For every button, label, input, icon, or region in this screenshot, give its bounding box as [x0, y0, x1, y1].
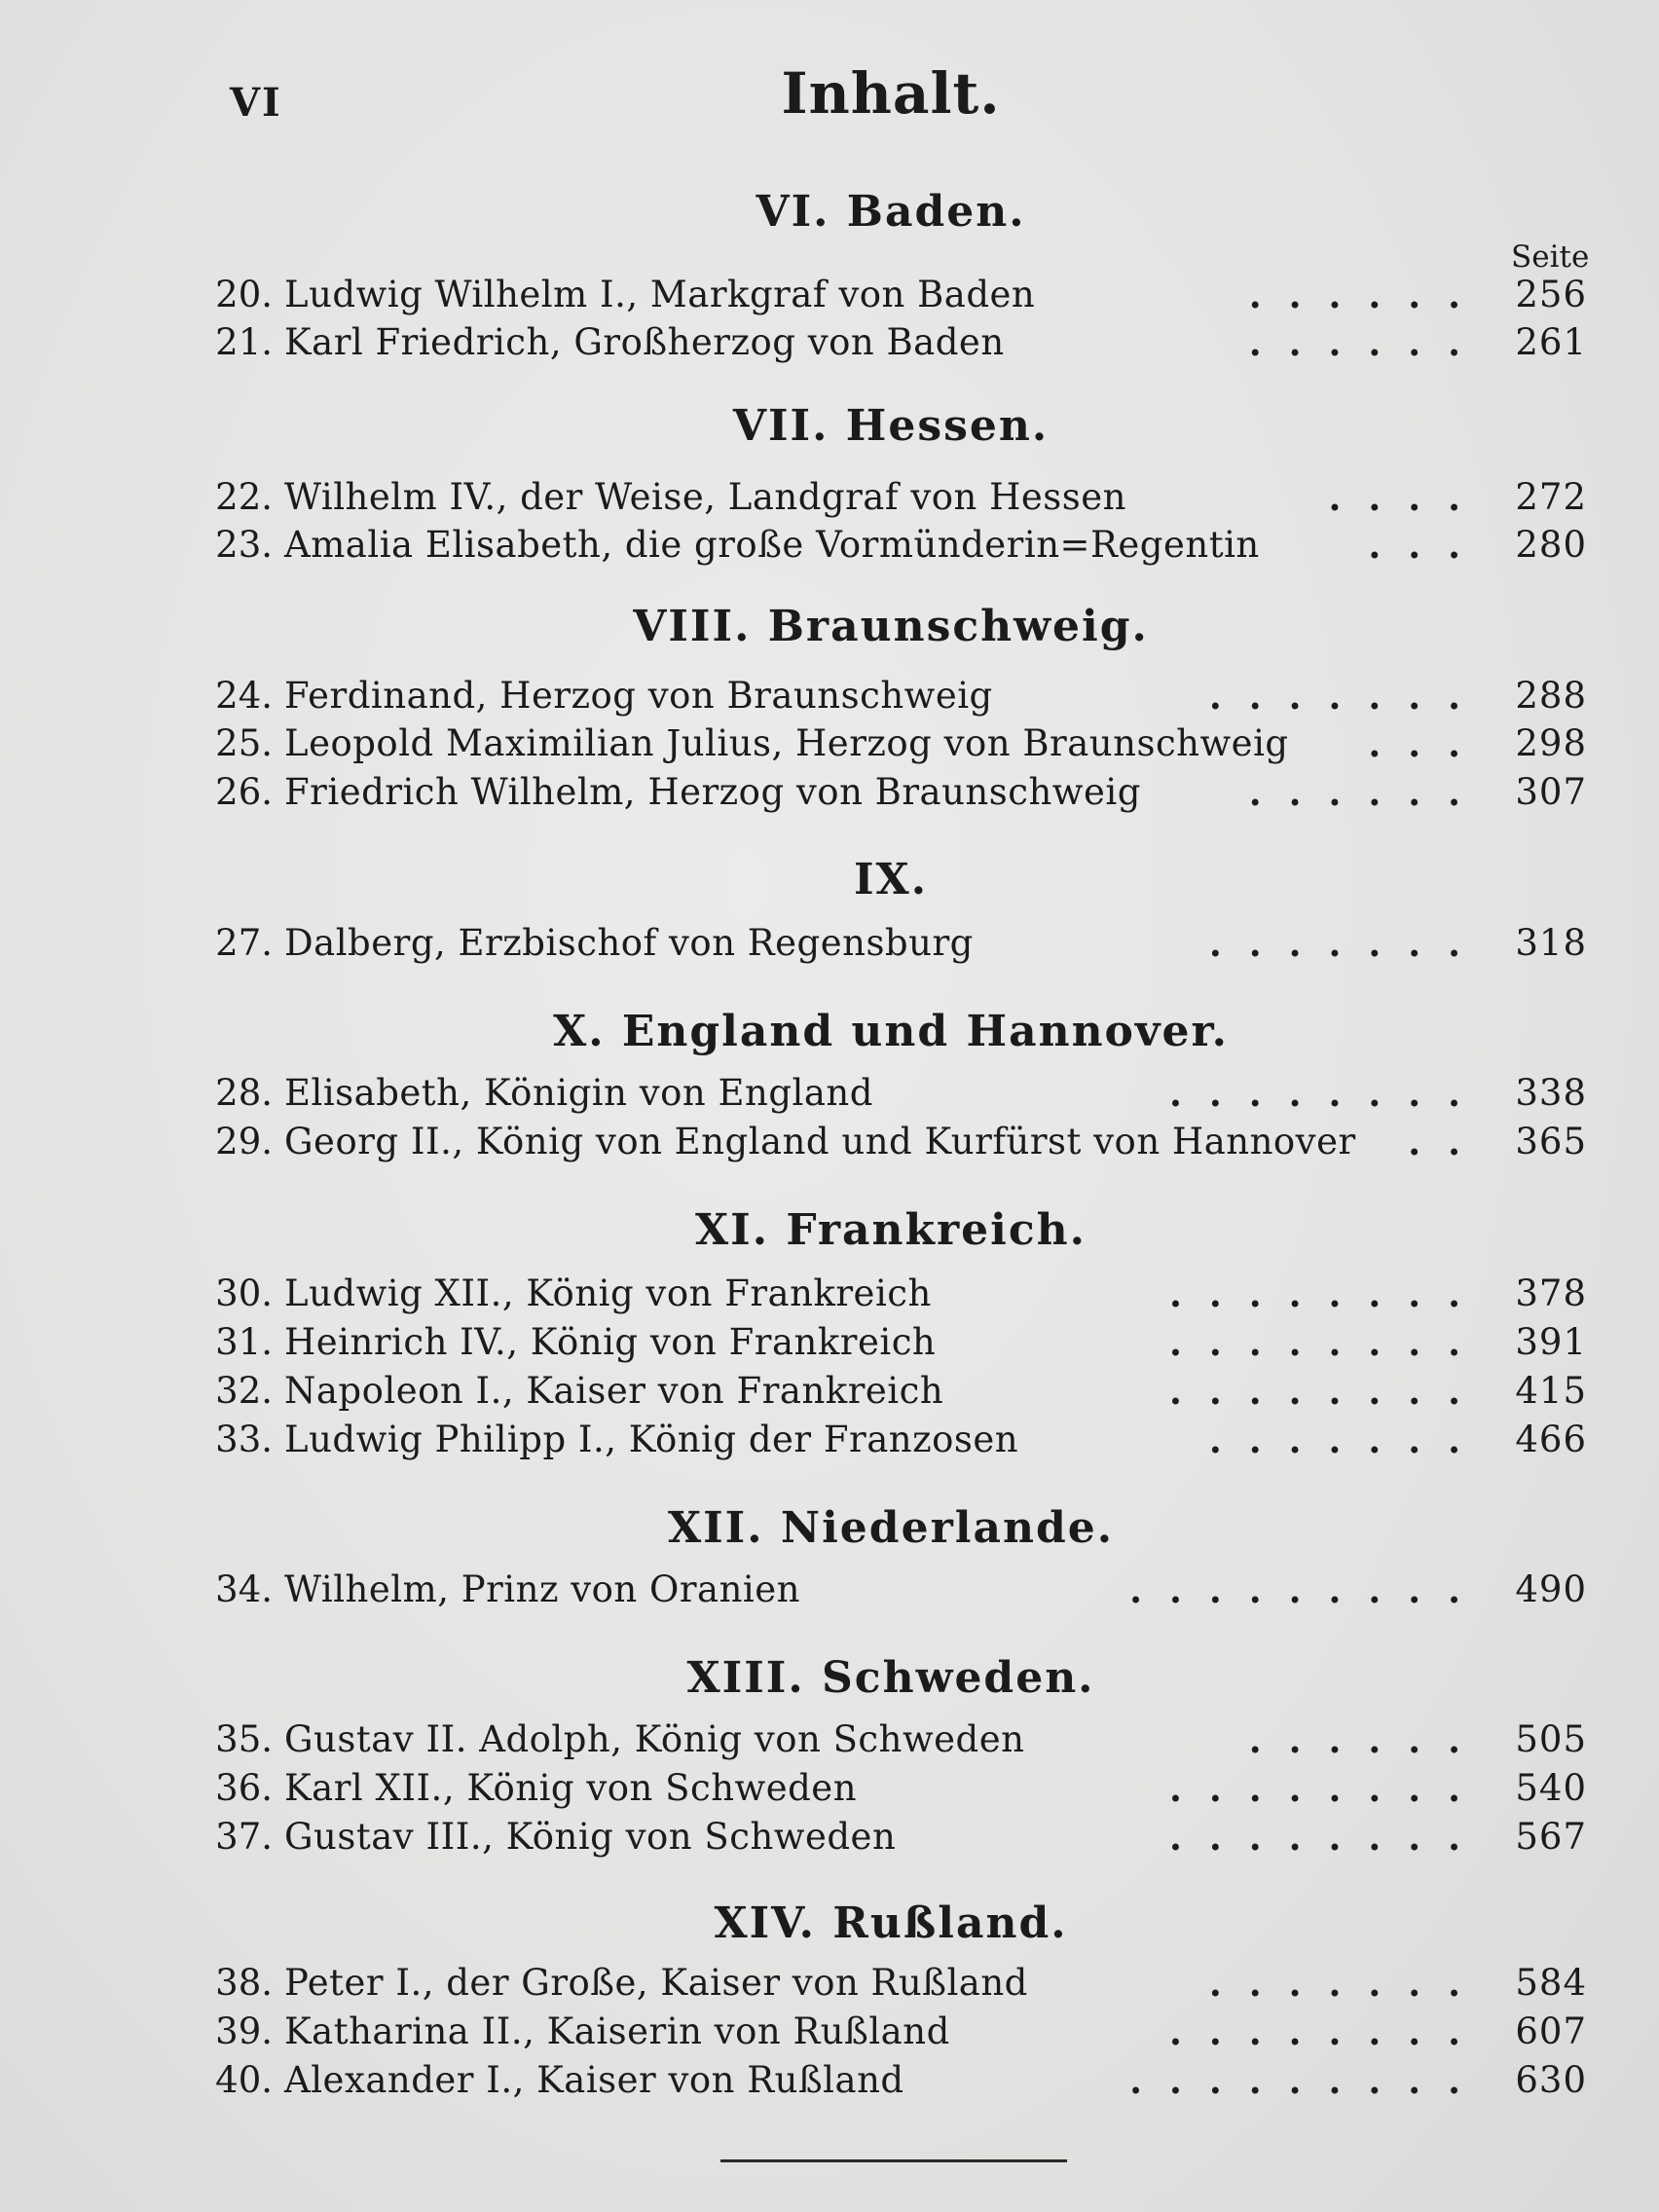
entry-number: 25. — [215, 722, 273, 764]
page-title: Inhalt. — [781, 60, 1001, 127]
entry-number: 37. — [215, 1816, 273, 1858]
entry-page: 415 — [1515, 1370, 1587, 1412]
entry-page: 584 — [1515, 1962, 1587, 2004]
entry-page: 540 — [1515, 1767, 1587, 1809]
entry-page: 365 — [1515, 1121, 1587, 1162]
dot-leader: ........ — [1168, 1272, 1488, 1315]
entry-number: 22. — [215, 476, 273, 518]
entry-number: 31. — [215, 1321, 273, 1363]
entry-number: 29. — [215, 1121, 273, 1162]
entry-title: Napoleon I., Kaiser von Frankreich — [284, 1370, 944, 1412]
entry-page: 505 — [1515, 1718, 1587, 1760]
closing-rule — [720, 2159, 1067, 2162]
entry-title: Ludwig Wilhelm I., Markgraf von Baden — [284, 274, 1036, 315]
entry-page: 288 — [1515, 675, 1587, 717]
dot-leader: ....... — [1208, 675, 1488, 718]
dot-leader: ........ — [1168, 1370, 1488, 1413]
toc-entry — [212, 770, 1587, 815]
entry-number: 34. — [215, 1568, 273, 1610]
dot-leader: ...... — [1248, 1718, 1488, 1761]
entry-number: 38. — [215, 1962, 273, 2004]
entry-page: 607 — [1515, 2010, 1587, 2052]
entry-title: Ludwig Philipp I., König der Franzosen — [284, 1419, 1019, 1460]
entry-title: Amalia Elisabeth, die große Vormünderin=Regentin — [284, 524, 1260, 566]
entry-title: Ludwig XII., König von Frankreich — [284, 1272, 932, 1314]
dot-leader: ...... — [1248, 771, 1488, 814]
toc-entry — [212, 1320, 1587, 1365]
entry-page: 256 — [1515, 274, 1587, 315]
entry-page: 318 — [1515, 922, 1587, 964]
entry-page: 378 — [1515, 1272, 1587, 1314]
entry-number: 24. — [215, 675, 273, 717]
toc-entry — [212, 1567, 1587, 1612]
dot-leader: ....... — [1208, 1419, 1488, 1461]
entry-title: Karl Friedrich, Großherzog von Baden — [284, 321, 1005, 363]
entry-page: 466 — [1515, 1419, 1587, 1460]
entry-page: 338 — [1515, 1072, 1587, 1114]
section-heading: X. England und Hannover. — [553, 1007, 1229, 1056]
entry-title: Leopold Maximilian Julius, Herzog von Braunschweig — [284, 722, 1289, 764]
entry-number: 21. — [215, 321, 273, 363]
dot-leader: ... — [1368, 722, 1488, 765]
entry-number: 30. — [215, 1272, 273, 1314]
entry-title: Katharina II., Kaiserin von Rußland — [284, 2010, 950, 2052]
toc-entry — [212, 320, 1587, 365]
entry-page: 298 — [1515, 722, 1587, 764]
toc-entry — [212, 1961, 1587, 2006]
entry-number: 32. — [215, 1370, 273, 1412]
toc-entry — [212, 1369, 1587, 1414]
dot-leader: ....... — [1208, 922, 1488, 965]
toc-entry — [212, 1418, 1587, 1462]
dot-leader: ... — [1368, 524, 1488, 567]
dot-leader: ...... — [1248, 321, 1488, 364]
toc-entry — [212, 273, 1587, 317]
entry-title: Georg II., König von England und Kurfürst von Hannover — [284, 1121, 1356, 1162]
toc-entry — [212, 523, 1587, 568]
entry-title: Heinrich IV., König von Frankreich — [284, 1321, 937, 1363]
entry-number: 26. — [215, 771, 273, 813]
toc-entry — [212, 1766, 1587, 1811]
toc-entry — [212, 1120, 1587, 1164]
entry-number: 36. — [215, 1767, 273, 1809]
toc-entry — [212, 1272, 1587, 1316]
toc-entry — [212, 674, 1587, 719]
page-column-label: Seite — [1511, 240, 1590, 275]
entry-number: 40. — [215, 2059, 273, 2101]
entry-title: Wilhelm IV., der Weise, Landgraf von Hessen — [284, 476, 1126, 518]
toc-entry — [212, 475, 1587, 520]
page-number: VI — [230, 80, 282, 126]
toc-entry — [212, 2058, 1587, 2103]
section-heading: XIV. Rußland. — [714, 1899, 1068, 1948]
entry-number: 28. — [215, 1072, 273, 1114]
dot-leader: ....... — [1208, 1962, 1488, 2005]
entry-title: Gustav III., König von Schweden — [284, 1816, 897, 1858]
dot-leader: ........ — [1168, 1072, 1488, 1115]
entry-page: 261 — [1515, 321, 1587, 363]
entry-page: 307 — [1515, 771, 1587, 813]
entry-page: 567 — [1515, 1816, 1587, 1858]
entry-number: 39. — [215, 2010, 273, 2052]
dot-leader: ........ — [1168, 2010, 1488, 2053]
dot-leader: ........ — [1168, 1767, 1488, 1810]
entry-title: Friedrich Wilhelm, Herzog von Braunschweig — [284, 771, 1141, 813]
entry-number: 27. — [215, 922, 273, 964]
entry-page: 391 — [1515, 1321, 1587, 1363]
entry-title: Ferdinand, Herzog von Braunschweig — [284, 675, 993, 717]
section-heading: XIII. Schweden. — [686, 1653, 1095, 1703]
dot-leader: ........ — [1168, 1321, 1488, 1364]
section-heading: XI. Frankreich. — [695, 1205, 1087, 1255]
entry-title: Karl XII., König von Schweden — [284, 1767, 858, 1809]
entry-title: Wilhelm, Prinz von Oranien — [284, 1568, 800, 1610]
section-heading: VII. Hessen. — [732, 401, 1050, 451]
entry-page: 280 — [1515, 524, 1587, 566]
toc-entry — [212, 1815, 1587, 1860]
dot-leader: ...... — [1248, 274, 1488, 316]
dot-leader: ......... — [1129, 2059, 1488, 2102]
dot-leader: ........ — [1168, 1816, 1488, 1859]
dot-leader: .. — [1408, 1121, 1488, 1163]
section-heading: VI. Baden. — [756, 187, 1026, 237]
entry-page: 630 — [1515, 2059, 1587, 2101]
section-heading: VIII. Braunschweig. — [633, 602, 1149, 651]
entry-title: Alexander I., Kaiser von Rußland — [284, 2059, 904, 2101]
toc-entry — [212, 1071, 1587, 1116]
entry-title: Elisabeth, Königin von England — [284, 1072, 873, 1114]
entry-number: 33. — [215, 1419, 273, 1460]
entry-title: Dalberg, Erzbischof von Regensburg — [284, 922, 974, 964]
toc-entry — [212, 1717, 1587, 1762]
entry-number: 23. — [215, 524, 273, 566]
entry-number: 35. — [215, 1718, 273, 1760]
section-heading: IX. — [853, 855, 929, 904]
entry-page: 272 — [1515, 476, 1587, 518]
entry-title: Peter I., der Große, Kaiser von Rußland — [284, 1962, 1028, 2004]
entry-number: 20. — [215, 274, 273, 315]
section-heading: XII. Niederlande. — [667, 1503, 1115, 1553]
entry-page: 490 — [1515, 1568, 1587, 1610]
dot-leader: ......... — [1129, 1568, 1488, 1611]
toc-entry — [212, 921, 1587, 966]
toc-entry — [212, 2009, 1587, 2054]
entry-title: Gustav II. Adolph, König von Schweden — [284, 1718, 1025, 1760]
toc-entry — [212, 721, 1587, 766]
dot-leader: .... — [1328, 476, 1488, 519]
